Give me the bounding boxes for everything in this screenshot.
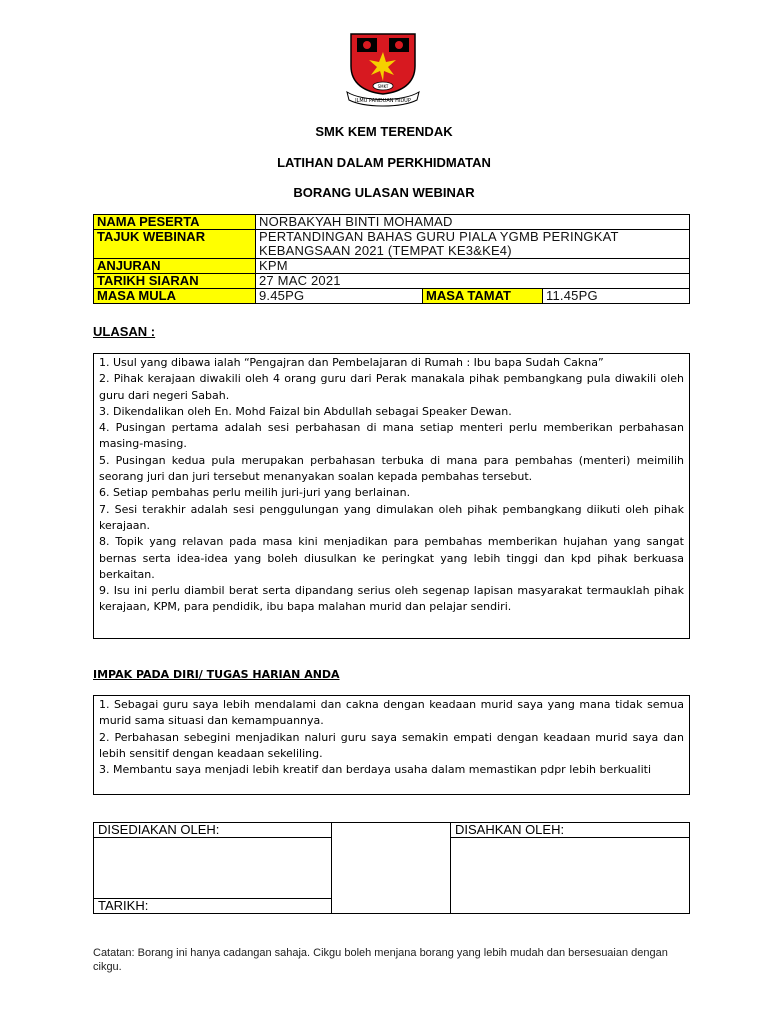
ulasan-box <box>93 353 690 639</box>
signature-gap-cell <box>332 823 451 914</box>
ulasan-item: 9. Isu ini perlu diambil berat serta dipandang serius oleh segenap lapisan masyarakat termauklah pihak kerajaan, KPM, para pendidik, ibu bapa malahan murid dan pelajar sendiri. <box>99 584 684 614</box>
masa-mula-value: 9.45PG <box>256 289 423 304</box>
participant-info-table <box>93 214 690 304</box>
ulasan-item: 4. Pusingan pertama adalah sesi perbahasan di mana setiap menteri perlu memberikan perbahasan masing-masing. <box>99 421 684 451</box>
school-name: SMK KEM TERENDAK <box>315 124 453 139</box>
ulasan-heading: ULASAN : <box>93 324 156 339</box>
ulasan-item: 8. Topik yang relavan pada masa kini menjadikan para pembahas memberikan hujahan yang sangat bernas serta idea-idea yang boleh diusulkan ke peringkat yang lebih tinggi dan kpd pihak berkuasa berkaitan. <box>99 535 684 581</box>
page-subtitle: LATIHAN DALAM PERKHIDMATAN <box>277 155 491 170</box>
crest-icon <box>345 30 421 108</box>
info-row-masa <box>94 289 690 304</box>
ulasan-item: 2. Pihak kerajaan diwakili oleh 4 orang guru dari Perak manakala pihak pembangkang pula diwakili oleh guru dari negeri Sabah. <box>99 372 684 402</box>
date-label: TARIKH: <box>94 899 332 914</box>
tajuk-value: PERTANDINGAN BAHAS GURU PIALA YGMB PERINGKAT KEBANGSAAN 2021 (TEMPAT KE3&KE4) <box>256 230 690 259</box>
nama-label: NAMA PESERTA <box>94 215 256 230</box>
impak-item: 2. Perbahasan sebegini menjadikan naluri guru saya semakin empati dengan keadaan murid saya dan lebih sensitif dengan keadaan sekeliling. <box>99 730 684 760</box>
ulasan-item: 1. Usul yang dibawa ialah “Pengajran dan Pembelajaran di Rumah : Ibu bapa Sudah Cakna” <box>99 356 604 369</box>
masa-tamat-label: MASA TAMAT <box>423 289 543 304</box>
prepared-by-signature-area <box>94 838 332 899</box>
info-row-tarikh <box>94 274 690 289</box>
tarikh-value: 27 MAC 2021 <box>256 274 690 289</box>
impak-box <box>93 695 690 795</box>
signature-table <box>93 822 690 914</box>
ulasan-item: 7. Sesi terakhir adalah sesi penggulungan yang dimulakan oleh pihak pembangkang diikuti oleh pihak kerajaan. <box>99 502 684 532</box>
info-row-anjuran <box>94 259 690 274</box>
info-row-nama <box>94 215 690 230</box>
info-row-tajuk <box>94 230 690 259</box>
crest-motto: ILMU PANDUAN HIDUP <box>355 98 411 104</box>
approved-by-label: DISAHKAN OLEH: <box>451 823 690 838</box>
ulasan-item: 5. Pusingan kedua pula merupakan perbahasan terbuka di mana para pembahas (menteri) meimilih seorang juri dan juri tersebut menanyakan soalan kepada pembahas tersebut. <box>99 453 684 484</box>
masa-mula-label: MASA MULA <box>94 289 256 304</box>
form-title: BORANG ULASAN WEBINAR <box>293 185 475 200</box>
tajuk-label: TAJUK WEBINAR <box>94 230 256 259</box>
tarikh-label: TARIKH SIARAN <box>94 274 256 289</box>
anjuran-value: KPM <box>256 259 690 274</box>
anjuran-label: ANJURAN <box>94 259 256 274</box>
approved-by-signature-area <box>451 838 690 914</box>
impak-heading: IMPAK PADA DIRI/ TUGAS HARIAN ANDA <box>93 668 340 681</box>
svg-text:SMKT: SMKT <box>377 84 389 89</box>
ulasan-item: 3. Dikendalikan oleh En. Mohd Faizal bin Abdullah sebagai Speaker Dewan. <box>99 404 512 418</box>
footnote: Catatan: Borang ini hanya cadangan sahaja. Cikgu boleh menjana borang yang lebih mudah dan bersesuaian dengan cikgu. <box>93 947 668 973</box>
masa-tamat-value: 11.45PG <box>543 289 690 304</box>
impak-item: 3. Membantu saya menjadi lebih kreatif dan berdaya usaha dalam memastikan pdpr lebih berkualiti <box>99 763 652 777</box>
ulasan-item: 6. Setiap pembahas perlu meilih juri-juri yang berlainan. <box>99 486 411 500</box>
school-crest-logo <box>345 30 421 108</box>
impak-item: 1. Sebagai guru saya lebih mendalami dan cakna dengan keadaan murid saya yang mana tidak semua murid sama situasi dan kemampuannya. <box>99 698 684 728</box>
nama-value: NORBAKYAH BINTI MOHAMAD <box>256 215 690 230</box>
prepared-by-label: DISEDIAKAN OLEH: <box>94 823 332 838</box>
